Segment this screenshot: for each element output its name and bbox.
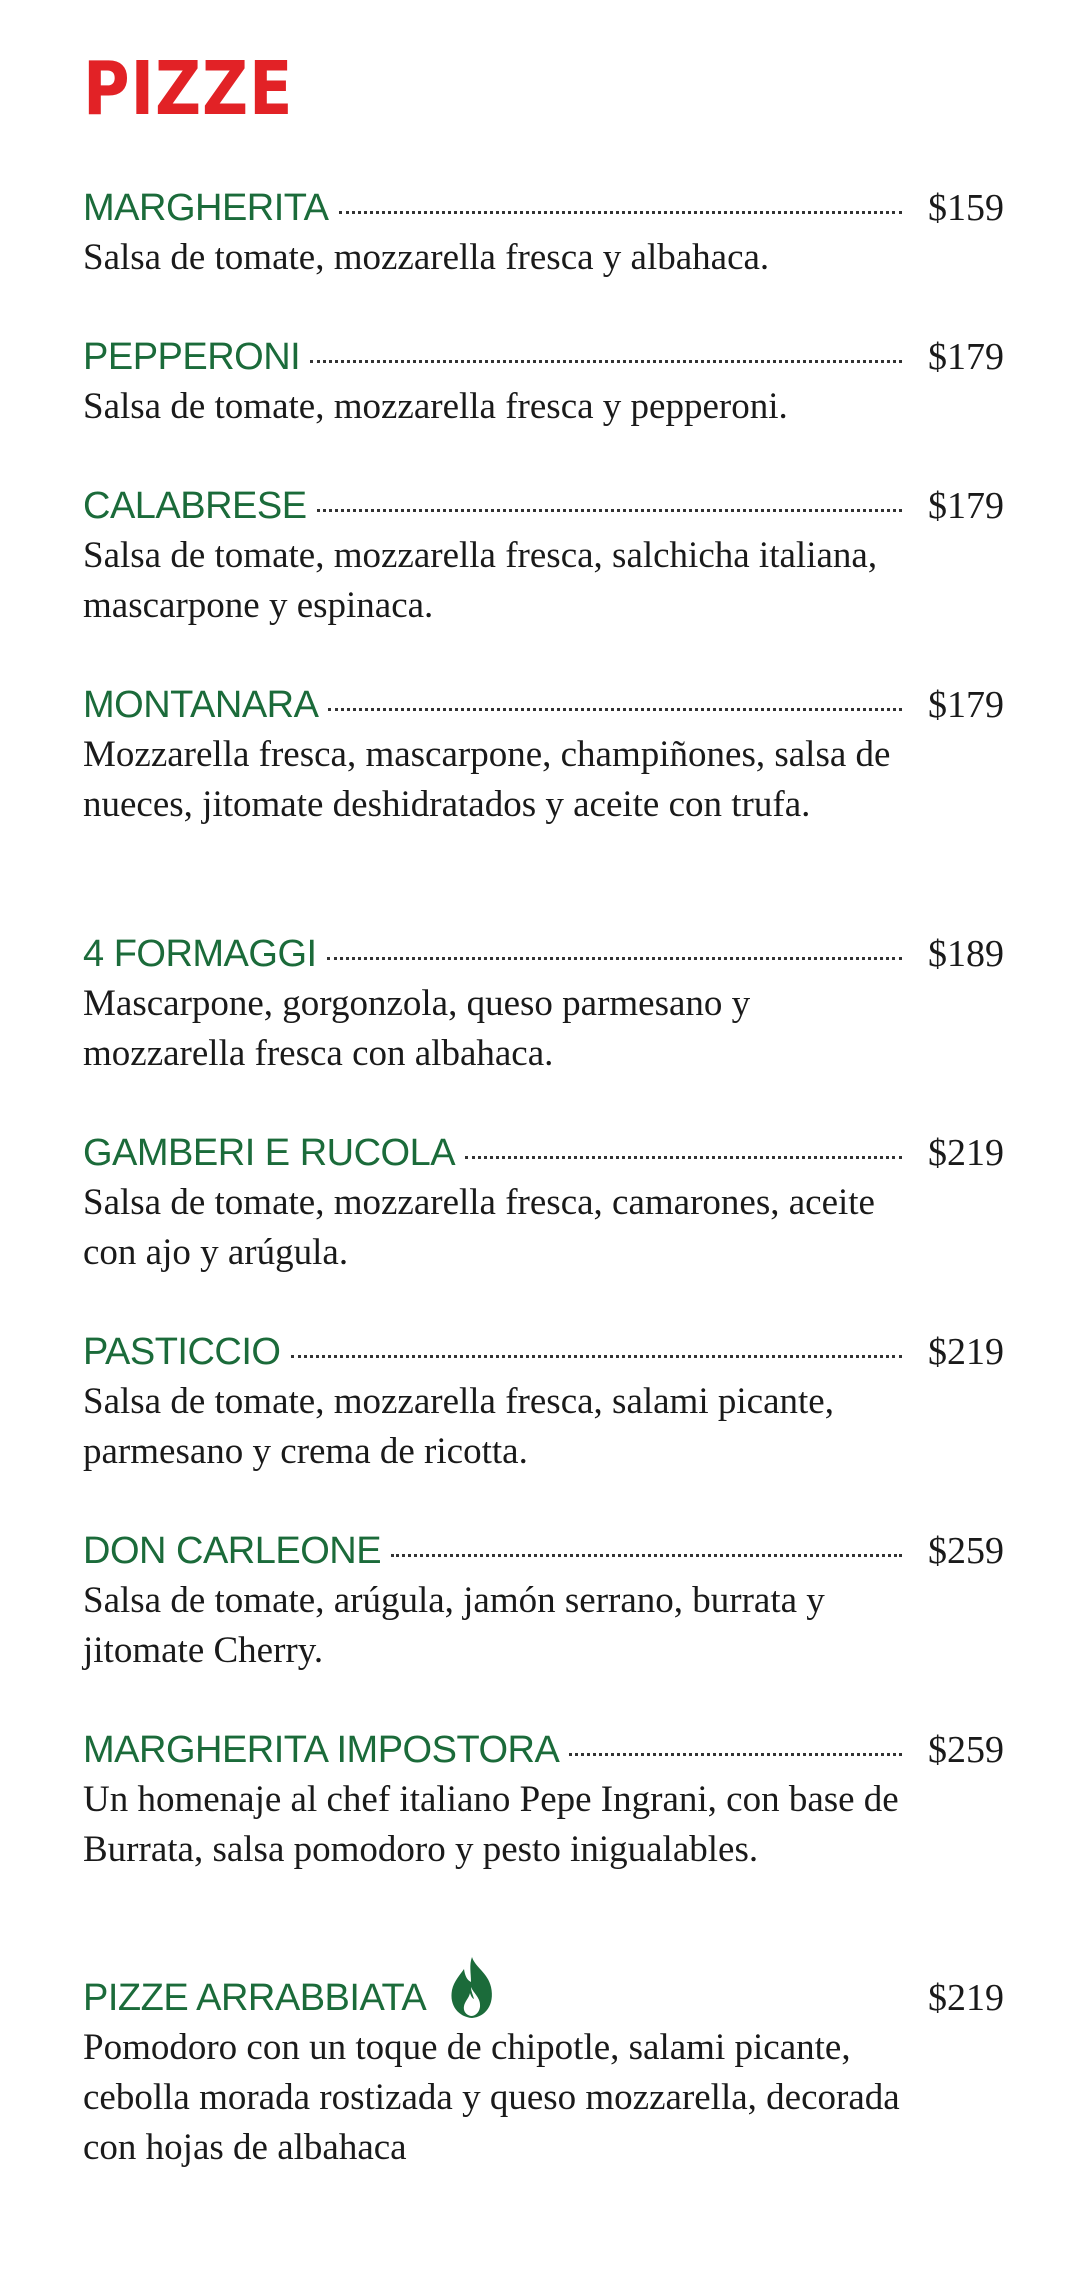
dot-leader <box>339 211 902 214</box>
item-description: Un homenaje al chef italiano Pepe Ingrani, con base de Burrata, salsa pomodoro y pesto inigualables. <box>83 1779 899 1870</box>
item-price: $219 <box>928 1331 1004 1373</box>
dot-leader <box>291 1355 903 1358</box>
menu-item <box>83 1526 1008 1676</box>
item-price: $189 <box>928 933 1004 975</box>
menu-item-header <box>83 332 1008 382</box>
item-price: $219 <box>928 1132 1004 1174</box>
item-description: Pomodoro con un toque de chipotle, salami picante, cebolla morada rostizada y queso mozzarella, decorada con hojas de albahaca <box>83 2027 900 2168</box>
item-price: $259 <box>928 1729 1004 1771</box>
item-name: PASTICCIO <box>83 1331 281 1373</box>
menu-item-header <box>83 680 1008 730</box>
item-name: PIZZE ARRABBIATA <box>83 1977 427 2019</box>
menu-item <box>83 183 1008 283</box>
menu-item-header <box>83 1128 1008 1178</box>
dot-leader <box>569 1753 902 1756</box>
menu-item <box>83 1128 1008 1278</box>
item-description: Mascarpone, gorgonzola, queso parmesano y mozzarella fresca con albahaca. <box>83 983 751 1074</box>
menu-item <box>83 929 1008 1079</box>
menu-item-header <box>83 481 1008 531</box>
item-description: Salsa de tomate, mozzarella fresca y albahaca. <box>83 237 770 278</box>
item-name: PEPPERONI <box>83 336 301 378</box>
menu-item <box>83 1725 1008 1875</box>
item-description: Salsa de tomate, mozzarella fresca, camarones, aceite con ajo y arúgula. <box>83 1182 875 1273</box>
item-description: Mozzarella fresca, mascarpone, champiñones, salsa de nueces, jitomate deshidratados y aceite con trufa. <box>83 734 891 825</box>
menu-item <box>83 1973 1008 2173</box>
menu-item-header <box>83 1327 1008 1377</box>
dot-leader <box>328 708 902 711</box>
item-name: GAMBERI E RUCOLA <box>83 1132 456 1174</box>
dot-leader <box>391 1554 902 1557</box>
item-name: DON CARLEONE <box>83 1530 382 1572</box>
item-price: $219 <box>928 1977 1004 2019</box>
menu-item <box>83 1327 1008 1477</box>
menu-item-header <box>83 1725 1008 1775</box>
item-price: $179 <box>928 485 1004 527</box>
item-description: Salsa de tomate, mozzarella fresca y pepperoni. <box>83 386 788 427</box>
item-name: MONTANARA <box>83 684 319 726</box>
dot-leader <box>317 509 902 512</box>
menu-item-header <box>83 183 1008 233</box>
item-price: $179 <box>928 684 1004 726</box>
item-description: Salsa de tomate, mozzarella fresca, salami picante, parmesano y crema de ricotta. <box>83 1381 834 1472</box>
menu-item <box>83 332 1008 432</box>
flame-icon <box>448 1957 496 2019</box>
menu-item <box>83 680 1008 830</box>
item-price: $259 <box>928 1530 1004 1572</box>
item-name: MARGHERITA <box>83 187 329 229</box>
menu-item-header <box>83 1973 1008 2023</box>
item-name: MARGHERITA IMPOSTORA <box>83 1729 560 1771</box>
section-title: PIZZE <box>83 46 294 132</box>
item-name: 4 FORMAGGI <box>83 933 317 975</box>
item-name: CALABRESE <box>83 485 307 527</box>
dot-leader <box>310 360 902 363</box>
dot-leader <box>465 1156 902 1159</box>
item-price: $179 <box>928 336 1004 378</box>
item-description: Salsa de tomate, arúgula, jamón serrano, burrata y jitomate Cherry. <box>83 1580 825 1671</box>
menu-item-header <box>83 929 1008 979</box>
menu-item-header <box>83 1526 1008 1576</box>
menu-item <box>83 481 1008 631</box>
dot-leader <box>327 957 902 960</box>
item-description: Salsa de tomate, mozzarella fresca, salchicha italiana, mascarpone y espinaca. <box>83 535 878 626</box>
item-price: $159 <box>928 187 1004 229</box>
